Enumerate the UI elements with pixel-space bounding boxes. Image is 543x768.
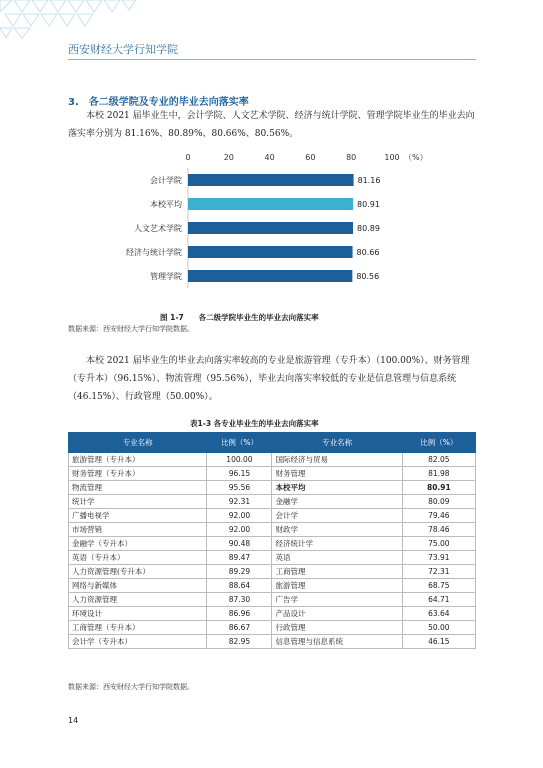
table-row <box>69 621 476 635</box>
table-row <box>69 453 476 467</box>
major-name-cell: 网络与新媒体 <box>69 579 207 593</box>
table-row <box>69 495 476 509</box>
header-ratio: 比例（%） <box>402 433 475 453</box>
major-rate-table <box>68 432 476 649</box>
ratio-cell: 63.64 <box>402 607 475 621</box>
tick-label: 60 <box>305 153 316 162</box>
tick-label: 100 <box>384 153 400 162</box>
category-label: 会计学院 <box>150 176 182 185</box>
header-major-name: 专业名称 <box>69 433 207 453</box>
table-row <box>69 593 476 607</box>
major-name-cell: 英语（专升本） <box>69 551 207 565</box>
major-name-cell: 市场营销 <box>69 523 207 537</box>
major-name-cell: 财务管理 <box>272 467 402 481</box>
college-rate-chart <box>100 148 430 298</box>
page-number: 14 <box>68 716 79 725</box>
major-name-cell: 物流管理 <box>69 481 207 495</box>
major-name-cell: 会计学 <box>272 509 402 523</box>
table-row <box>69 537 476 551</box>
ratio-cell: 96.15 <box>207 467 272 481</box>
data-label: 80.66 <box>356 248 380 257</box>
ratio-cell: 87.30 <box>207 593 272 607</box>
ratio-cell: 46.15 <box>402 635 475 649</box>
ratio-cell: 64.71 <box>402 593 475 607</box>
major-name-cell: 工商管理 <box>272 565 402 579</box>
table-row <box>69 509 476 523</box>
ratio-cell: 90.48 <box>207 537 272 551</box>
table-header-row <box>69 433 476 453</box>
data-label: 80.89 <box>357 224 380 233</box>
major-name-cell: 英语 <box>272 551 402 565</box>
major-name-cell: 金融学 <box>272 495 402 509</box>
header-ratio: 比例（%） <box>207 433 272 453</box>
ratio-cell: 81.98 <box>402 467 475 481</box>
major-name-cell: 旅游管理（专升本） <box>69 453 207 467</box>
paragraph-major-rates: 本校 2021 届毕业生的毕业去向落实率较高的专业是旅游管理（专升本）（100.00%）、财务管理（专升本）（96.15%）、物流管理（95.56%），毕业去向落实率较低的专业是信息管理与信息系统（46.15%）、行政管理（50.00%）。 <box>68 356 470 402</box>
major-name-cell: 经济统计学 <box>272 537 402 551</box>
major-name-cell: 会计学（专升本） <box>69 635 207 649</box>
ratio-cell: 80.09 <box>402 495 475 509</box>
bar <box>188 270 352 282</box>
ratio-cell: 82.95 <box>207 635 272 649</box>
ratio-cell: 50.00 <box>402 621 475 635</box>
tick-label: 40 <box>264 153 275 162</box>
ratio-cell: 82.05 <box>402 453 475 467</box>
category-label: 本校平均 <box>150 200 182 209</box>
ratio-cell: 92.00 <box>207 509 272 523</box>
major-name-cell: 人力资源管理(专升本） <box>69 565 207 579</box>
major-name-cell: 财务管理（专升本） <box>69 467 207 481</box>
ratio-cell: 100.00 <box>207 453 272 467</box>
major-name-cell: 工商管理（专升本） <box>69 621 207 635</box>
table-row <box>69 565 476 579</box>
ratio-cell: 79.46 <box>402 509 475 523</box>
bar <box>188 246 353 258</box>
table-row <box>69 523 476 537</box>
ratio-cell: 95.56 <box>207 481 272 495</box>
major-name-cell: 广播电视学 <box>69 509 207 523</box>
major-name-cell: 环境设计 <box>69 607 207 621</box>
ratio-cell: 78.46 <box>402 523 475 537</box>
major-name-cell: 广告学 <box>272 593 402 607</box>
major-name-cell: 本校平均 <box>272 481 402 495</box>
axis-unit: （%） <box>404 153 428 162</box>
ratio-cell: 80.91 <box>402 481 475 495</box>
data-label: 81.16 <box>357 176 381 185</box>
category-label: 经济与统计学院 <box>126 248 182 257</box>
page-header: 西安财经大学行知学院 <box>68 43 178 56</box>
table-row <box>69 551 476 565</box>
figure-caption: 图 1-7 各二级学院毕业生的毕业去向落实率 <box>160 313 319 322</box>
table-source: 数据来源：西安财经大学行知学院数据。 <box>68 683 194 691</box>
table-row <box>69 579 476 593</box>
major-name-cell: 统计学 <box>69 495 207 509</box>
section-heading: 3. 各二级学院及专业的毕业去向落实率 <box>68 97 249 108</box>
data-label: 80.91 <box>357 200 380 209</box>
bar <box>188 174 354 186</box>
major-name-cell: 产品设计 <box>272 607 402 621</box>
ratio-cell: 92.00 <box>207 523 272 537</box>
major-name-cell: 行政管理 <box>272 621 402 635</box>
major-name-cell: 旅游管理 <box>272 579 402 593</box>
ratio-cell: 89.47 <box>207 551 272 565</box>
table-row <box>69 467 476 481</box>
ratio-cell: 86.96 <box>207 607 272 621</box>
bar <box>188 222 353 234</box>
ratio-cell: 89.29 <box>207 565 272 579</box>
tick-label: 0 <box>185 153 191 162</box>
ratio-cell: 72.31 <box>402 565 475 579</box>
ratio-cell: 92.31 <box>207 495 272 509</box>
major-name-cell: 金融学（专升本） <box>69 537 207 551</box>
major-name-cell: 国际经济与贸易 <box>272 453 402 467</box>
header-major-name: 专业名称 <box>272 433 402 453</box>
ratio-cell: 73.91 <box>402 551 475 565</box>
table-caption: 表1-3 各专业毕业生的毕业去向落实率 <box>190 419 319 428</box>
ratio-cell: 68.75 <box>402 579 475 593</box>
corner-decoration <box>0 0 140 40</box>
major-name-cell: 财政学 <box>272 523 402 537</box>
category-label: 管理学院 <box>150 272 182 281</box>
tick-label: 80 <box>346 153 357 162</box>
table-row <box>69 635 476 649</box>
figure-source: 数据来源：西安财经大学行知学院数据。 <box>68 325 194 333</box>
major-name-cell: 人力资源管理 <box>69 593 207 607</box>
data-label: 80.56 <box>356 272 380 281</box>
bar <box>188 198 353 210</box>
header-divider <box>68 59 476 60</box>
table-row <box>69 607 476 621</box>
ratio-cell: 88.64 <box>207 579 272 593</box>
ratio-cell: 75.00 <box>402 537 475 551</box>
paragraph-college-rates: 本校 2021 届毕业生中，会计学院、人文艺术学院、经济与统计学院、管理学院毕业生的毕业去向落实率分别为 81.16%、80.89%、80.66%、80.56%。 <box>68 111 475 139</box>
table-row <box>69 481 476 495</box>
tick-label: 20 <box>223 153 234 162</box>
major-name-cell: 信息管理与信息系统 <box>272 635 402 649</box>
ratio-cell: 86.67 <box>207 621 272 635</box>
category-label: 人文艺术学院 <box>134 224 182 233</box>
